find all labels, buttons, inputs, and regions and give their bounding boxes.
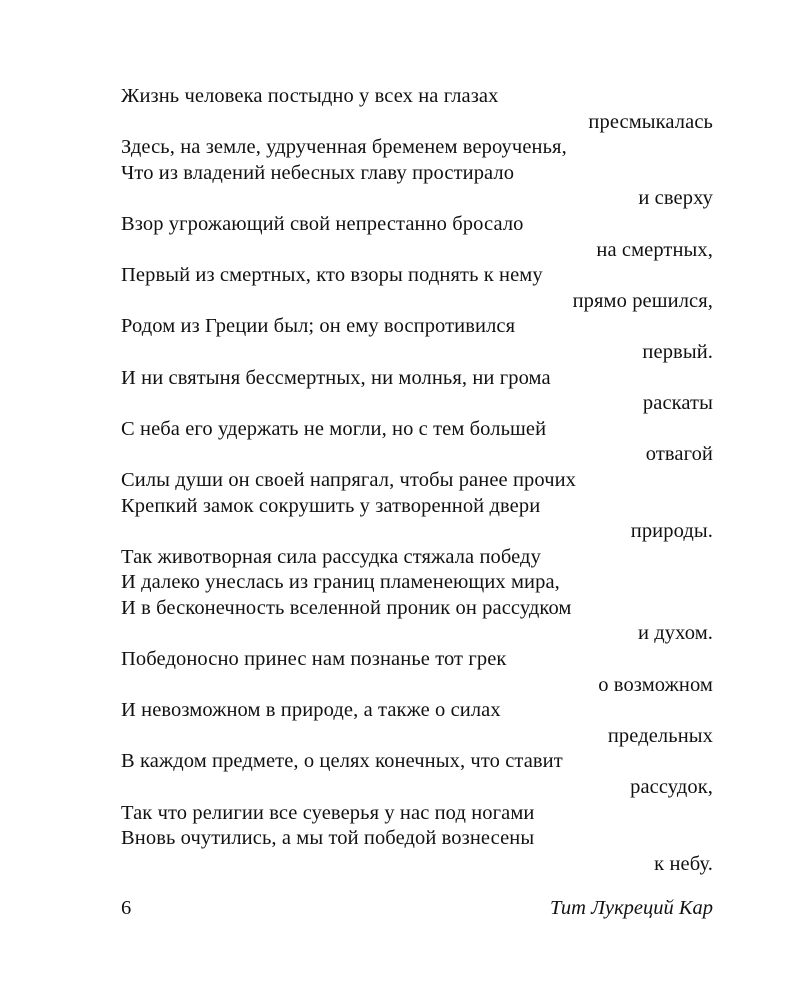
poem-line: Победоносно принес нам познанье тот грек	[121, 648, 507, 671]
poem-line: Взор угрожающий свой непрестанно бросало	[121, 212, 524, 235]
page-footer	[121, 894, 713, 922]
poem-line: Родом из Греции был; он ему воспротивился	[121, 315, 516, 338]
poem-line-continuation: к небу.	[654, 852, 713, 875]
page-number: 6	[121, 897, 132, 919]
poem-text	[121, 84, 713, 877]
poem-line: И в бесконечность вселенной проник он рассудком	[121, 596, 572, 619]
poem-line-continuation: пресмыкалась	[588, 110, 713, 133]
poem-line-continuation: раскаты	[642, 392, 713, 415]
poem-line: Вновь очутились, а мы той победой вознесены	[121, 827, 535, 850]
poem-line-continuation: на смертных,	[596, 238, 713, 261]
poem-line: С неба его удержать не могли, но с тем большей	[121, 417, 547, 440]
poem-line-continuation: и сверху	[638, 187, 713, 210]
poem-line: Так что религии все суеверья у нас под ногами	[121, 801, 535, 824]
poem-line-continuation: природы.	[630, 520, 713, 543]
poem-line: Здесь, на земле, удрученная бременем вероученья,	[121, 136, 567, 159]
poem-line: Первый из смертных, кто взоры поднять к нему	[121, 264, 543, 287]
poem-line: Крепкий замок сокрушить у затворенной двери	[121, 494, 541, 517]
poem-line-continuation: предельных	[607, 724, 713, 747]
poem-line-continuation: рассудок,	[630, 776, 713, 799]
poem-line: И далеко унеслась из границ пламенеющих мира,	[121, 571, 560, 594]
poem-line: Так животворная сила рассудка стяжала победу	[121, 545, 541, 568]
poem-line: И ни святыня бессмертных, ни молнья, ни грома	[121, 366, 551, 389]
poem-line-continuation: о возможном	[598, 673, 713, 696]
poem-line: Жизнь человека постыдно у всех на глазах	[121, 85, 499, 107]
poem-line-continuation: первый.	[642, 340, 713, 363]
poem-line: Что из владений небесных главу простирало	[121, 161, 515, 184]
poem-line-continuation: прямо решился,	[572, 289, 713, 312]
poem-line: И невозможном в природе, а также о силах	[121, 699, 501, 722]
poem-line: Силы души он своей напрягал, чтобы ранее прочих	[121, 468, 577, 491]
poem-line-continuation: и духом.	[637, 622, 713, 645]
poem-line-continuation: отвагой	[645, 443, 713, 466]
running-title: Тит Лукреций Кар	[550, 897, 713, 919]
poem-line: В каждом предмете, о целях конечных, что ставит	[121, 750, 563, 773]
